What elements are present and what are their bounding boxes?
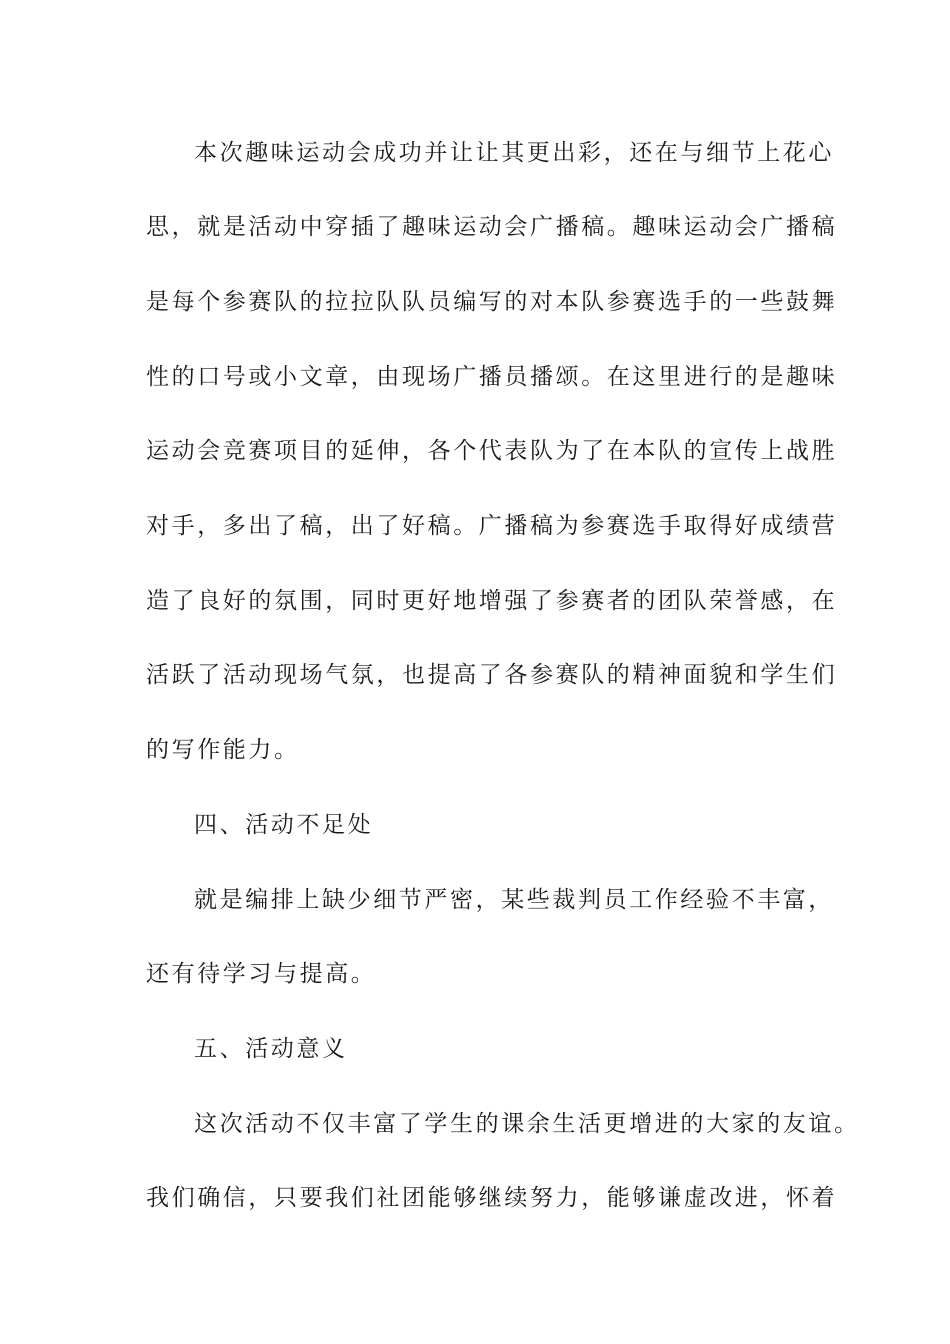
section-heading: 五、活动意义: [194, 1036, 348, 1062]
paragraph-line: 我们确信，只要我们社团能够继续努力，能够谦虚改进，怀着: [146, 1185, 838, 1211]
section-heading: 四、活动不足处: [194, 812, 374, 838]
paragraph-line: 还有待学习与提高。: [146, 961, 377, 987]
paragraph-line: 思，就是活动中穿插了趣味运动会广播稿。趣味运动会广播稿: [146, 214, 838, 240]
paragraph-line: 是每个参赛队的拉拉队队员编写的对本队参赛选手的一些鼓舞: [146, 289, 838, 315]
paragraph-line: 这次活动不仅丰富了学生的课余生活更增进的大家的友谊。: [194, 1111, 860, 1137]
paragraph-line: 活跃了活动现场气氛，也提高了各参赛队的精神面貌和学生们: [146, 662, 838, 688]
paragraph-line: 性的口号或小文章，由现场广播员播颂。在这里进行的是趣味: [146, 364, 838, 390]
paragraph-line: 造了良好的氛围，同时更好地增强了参赛者的团队荣誉感，在: [146, 588, 838, 614]
paragraph-line: 本次趣味运动会成功并让让其更出彩，还在与细节上花心: [194, 140, 834, 166]
paragraph-line: 运动会竞赛项目的延伸，各个代表队为了在本队的宣传上战胜: [146, 438, 838, 464]
paragraph-line: 就是编排上缺少细节严密，某些裁判员工作经验不丰富，: [194, 887, 834, 913]
paragraph-line: 对手，多出了稿，出了好稿。广播稿为参赛选手取得好成绩营: [146, 513, 838, 539]
paragraph-line: 的写作能力。: [146, 737, 300, 763]
